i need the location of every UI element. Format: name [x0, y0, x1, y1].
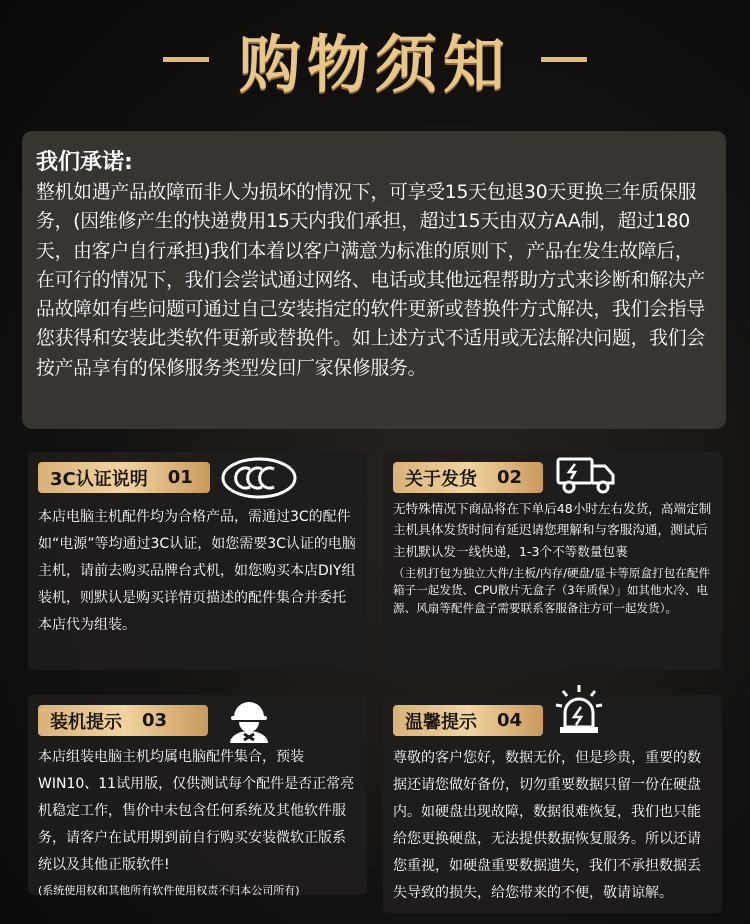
delivery-truck-icon	[555, 454, 619, 500]
card-assembly-tips	[28, 695, 367, 895]
card-3c-certification	[28, 452, 367, 670]
card-badge	[38, 462, 210, 493]
card-note: (系统使用权和其他所有软件使用权责不归本公司所有)	[38, 884, 300, 897]
promise-panel	[22, 131, 726, 429]
page-title: 购物须知	[238, 27, 511, 101]
card-text: 本店电脑主机配件均为合格产品，需通过3C的配件如“电源”等均通过3C认证，如您需要3C认证的电脑主机，请前去购买品牌台式机，如您购买本店DIY组装机，则默认是购买详情页描述的配件集合并委托本店代为组装。	[38, 509, 356, 633]
card-number: 04	[497, 710, 523, 731]
promise-heading: 我们承诺:	[36, 150, 133, 175]
card-text	[38, 744, 359, 900]
card-label: 关于发货	[405, 468, 477, 490]
card-warm-reminder	[383, 695, 722, 913]
promise-text: 整机如遇产品故障而非人为损坏的情况下，可享受15天包退30天更换三年质保服务，(因维修产生的快递费用15天内我们承担，超过15天由双方AA制，超过180天，由客户自行承担)我们本着以客户满意为标准的原则下，产品在发生故障后，在可行的情况下，我们会尝试通过网络、电话或其他远程帮助方式来诊断和解决产品故障如有些问题可通过自己安装指定的软件更新或替换件方式解决，我们会指导您获得和安装此类软件更新或替换件。如上述方式不适用或无法解决问题，我们会按产品享有的保修服务类型发回厂家保修服务。	[36, 182, 705, 379]
card-badge	[393, 462, 543, 493]
card-label: 温馨提示	[405, 711, 477, 733]
page-header	[0, 0, 750, 118]
card-main-text: 无特殊情况下商品将在下单后48小时左右发货，高端定制主机具体发货时间有延迟请您理解和与客服沟通，测试后主机默认发一线快递，1-3个不等数量包裹	[393, 501, 712, 559]
card-text: 尊敬的客户您好，数据无价，但是珍贵，重要的数据还请您做好备份，切勿重要数据只留一份在硬盘内。如硬盘出现故障，数据很难恢复，我们也只能给您更换硬盘，无法提供数据恢复服务。所以还请您重视，如硬盘重要数据遗失，我们不承担数据丢失导致的损失，给您带来的不便，敬请谅解。	[393, 750, 701, 901]
card-number: 02	[497, 467, 523, 488]
card-badge	[38, 705, 208, 736]
right-dash	[541, 57, 587, 62]
card-shipping	[383, 452, 722, 670]
card-badge	[393, 705, 543, 736]
card-label: 装机提示	[50, 711, 122, 733]
card-note: （主机打包为独立大件/主板/内存/硬盘/显卡等原盒打包在配件箱子一起发货、CPU散片无盒子（3年质保）」如其他水冷、电源、风扇等配件盒子需要联系客服备注方可一起发货）。	[393, 565, 711, 615]
card-label: 3C认证说明	[50, 468, 148, 490]
ccc-certification-icon	[220, 456, 298, 504]
card-main-text: 本店组装电脑主机均属电脑配件集合，预装WIN10、11试用版，仅供测试每个配件是否正常亮机稳定工作，售价中未包含任何系统及其他软件服务，请客户在试用期到前自行购买安装微软正版系统以及其他正版软件!	[38, 749, 355, 873]
card-number: 03	[142, 710, 168, 731]
alarm-light-icon	[553, 683, 605, 741]
card-text	[393, 498, 714, 617]
card-number: 01	[167, 467, 193, 488]
engineer-worker-icon	[224, 697, 274, 749]
left-dash	[163, 57, 209, 62]
